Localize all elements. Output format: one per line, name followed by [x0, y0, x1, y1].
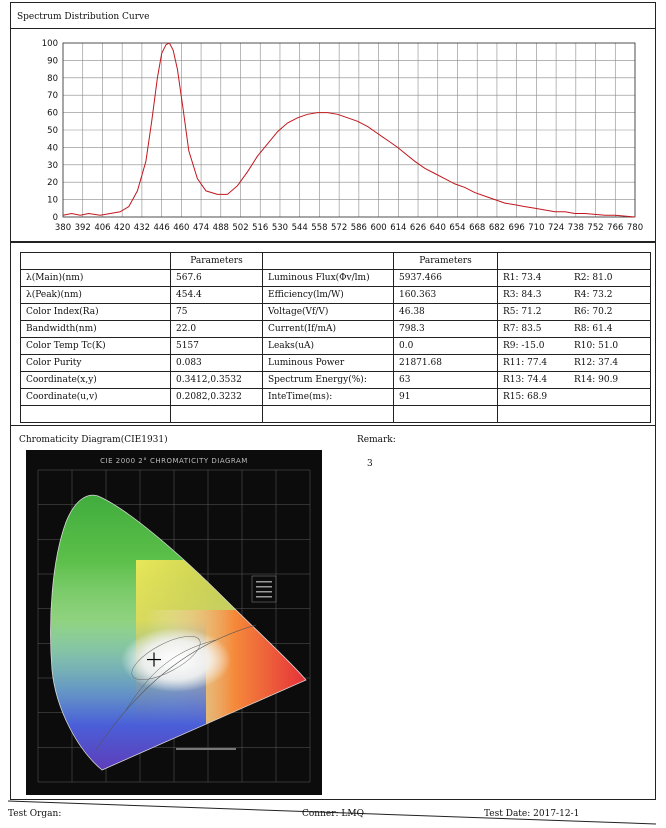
parameters-row	[21, 355, 651, 372]
rendering-index-value: R15: 68.9	[503, 392, 548, 402]
rendering-index-value: R6: 70.2	[574, 307, 613, 317]
x-tick-label: 614	[390, 223, 407, 233]
rendering-index-value: R4: 73.2	[574, 290, 613, 300]
x-tick-label: 696	[508, 223, 525, 233]
empty-cell	[171, 406, 263, 423]
rendering-index-value: R7: 83.5	[503, 324, 542, 334]
spectrum-chart	[11, 29, 655, 241]
x-tick-label: 710	[528, 223, 545, 233]
param-name: InteTime(ms):	[263, 389, 394, 406]
param-value: 0.0	[394, 338, 498, 355]
parameters-row	[21, 270, 651, 287]
header-cell	[498, 253, 651, 270]
x-tick-label: 406	[94, 223, 111, 233]
x-tick-label: 544	[291, 223, 308, 233]
param-name: Spectrum Energy(%):	[263, 372, 394, 389]
test-date-label: Test Date: 2017-12-1	[484, 809, 580, 819]
param-name: Luminous Flux(Φv/lm)	[263, 270, 394, 287]
x-tick-label: 752	[587, 223, 604, 233]
y-tick-label: 80	[47, 73, 58, 84]
param-value: 160.363	[394, 287, 498, 304]
param-value: 22.0	[171, 321, 263, 338]
param-value: 63	[394, 372, 498, 389]
parameters-table	[20, 252, 651, 423]
param-name: Color Index(Ra)	[21, 304, 171, 321]
parameters-header: Parameters	[394, 253, 498, 270]
y-tick-label: 100	[41, 39, 58, 49]
param-name: Efficiency(lm/W)	[263, 287, 394, 304]
empty-cell	[263, 406, 394, 423]
x-tick-label: 780	[626, 223, 644, 233]
x-tick-label: 724	[547, 223, 565, 233]
x-tick-label: 530	[271, 223, 289, 233]
header-cell	[21, 253, 171, 270]
rendering-index-cell	[498, 304, 651, 321]
x-tick-label: 766	[607, 223, 624, 233]
x-tick-label: 380	[54, 223, 72, 233]
rendering-index-value: R2: 81.0	[574, 273, 613, 283]
y-tick-label: 70	[47, 91, 58, 102]
param-name: Luminous Power	[263, 355, 394, 372]
y-tick-label: 90	[47, 56, 58, 67]
param-name: Current(If/mA)	[263, 321, 394, 338]
rendering-index-cell	[498, 338, 651, 355]
empty-cell	[21, 406, 171, 423]
y-tick-label: 40	[47, 143, 58, 154]
empty-cell	[498, 406, 651, 423]
parameters-empty-row	[21, 406, 651, 423]
empty-cell	[394, 406, 498, 423]
rendering-index-value: R14: 90.9	[574, 375, 619, 385]
remark-label: Remark:	[357, 435, 396, 445]
param-value: 0.2082,0.3232	[171, 389, 263, 406]
rendering-index-value: R9: -15.0	[503, 341, 545, 351]
param-name: Color Purity	[21, 355, 171, 372]
param-name: Leaks(uA)	[263, 338, 394, 355]
parameters-row	[21, 304, 651, 321]
rendering-index-cell	[498, 287, 651, 304]
footer	[0, 800, 666, 828]
conner-label: Conner: LMQ	[302, 809, 364, 819]
rendering-index-value: R13: 74.4	[503, 375, 548, 385]
spectrum-section	[11, 3, 655, 243]
param-name: Voltage(Vf/V)	[263, 304, 394, 321]
param-value: 0.3412,0.3532	[171, 372, 263, 389]
rendering-index-cell	[498, 355, 651, 372]
param-name: λ(Main)(nm)	[21, 270, 171, 287]
param-value: 21871.68	[394, 355, 498, 372]
rendering-index-value: R12: 37.4	[574, 358, 619, 368]
y-tick-label: 30	[47, 160, 58, 171]
rendering-index-value: R3: 84.3	[503, 290, 542, 300]
x-tick-label: 516	[252, 223, 269, 233]
param-name: Bandwidth(nm)	[21, 321, 171, 338]
rendering-index-value: R8: 61.4	[574, 324, 613, 334]
param-name: Color Temp Tc(K)	[21, 338, 171, 355]
x-tick-label: 392	[74, 223, 91, 233]
y-tick-label: 50	[47, 126, 58, 136]
x-tick-label: 558	[311, 223, 328, 233]
y-tick-label: 20	[47, 178, 58, 189]
rendering-index-value: R5: 71.2	[503, 307, 542, 317]
x-tick-label: 420	[114, 223, 131, 233]
param-value: 798.3	[394, 321, 498, 338]
x-tick-label: 446	[153, 223, 170, 233]
parameters-header-row	[21, 253, 651, 270]
param-name: Coordinate(x,y)	[21, 372, 171, 389]
param-value: 75	[171, 304, 263, 321]
parameters-row	[21, 321, 651, 338]
rendering-index-value: R1: 73.4	[503, 273, 542, 283]
parameters-row	[21, 389, 651, 406]
remark-value: 3	[367, 459, 373, 469]
rendering-index-value	[574, 392, 645, 402]
x-tick-label: 682	[488, 223, 506, 233]
x-tick-label: 668	[469, 223, 486, 233]
parameters-row	[21, 287, 651, 304]
y-tick-label: 60	[47, 108, 58, 119]
rendering-index-cell	[498, 389, 651, 406]
param-name: Coordinate(u,v)	[21, 389, 171, 406]
param-value: 91	[394, 389, 498, 406]
x-tick-label: 474	[192, 223, 210, 233]
x-tick-label: 572	[331, 223, 348, 233]
x-tick-label: 502	[232, 223, 249, 233]
y-tick-label: 0	[52, 213, 58, 223]
x-tick-label: 626	[409, 223, 427, 233]
param-value: 46.38	[394, 304, 498, 321]
parameters-section	[11, 244, 655, 426]
param-name: λ(Peak)(nm)	[21, 287, 171, 304]
rendering-index-value: R11: 77.4	[503, 358, 548, 368]
x-tick-label: 432	[133, 223, 151, 233]
rendering-index-value: R10: 51.0	[574, 341, 619, 351]
x-tick-label: 460	[173, 223, 190, 233]
x-tick-label: 600	[370, 223, 387, 233]
x-tick-label: 738	[567, 223, 584, 233]
chromaticity-title: Chromaticity Diagram(CIE1931)	[19, 435, 168, 445]
parameters-row	[21, 338, 651, 355]
x-tick-label: 640	[429, 223, 446, 233]
parameters-header: Parameters	[171, 253, 263, 270]
param-value: 5937.466	[394, 270, 498, 287]
test-organ-label: Test Organ:	[8, 809, 62, 819]
rendering-index-cell	[498, 372, 651, 389]
spectrum-title: Spectrum Distribution Curve	[17, 12, 150, 22]
rendering-index-cell	[498, 321, 651, 338]
parameters-row	[21, 372, 651, 389]
param-value: 454.4	[171, 287, 263, 304]
param-value: 567.6	[171, 270, 263, 287]
header-cell	[263, 253, 394, 270]
x-tick-label: 586	[350, 223, 367, 233]
y-tick-label: 10	[47, 195, 58, 206]
report-frame	[10, 2, 656, 800]
cie-diagram	[26, 450, 322, 795]
rendering-index-cell	[498, 270, 651, 287]
param-value: 0.083	[171, 355, 263, 372]
cie-diagram-header: CIE 2000 2° CHROMATICITY DIAGRAM	[100, 457, 248, 465]
x-tick-label: 488	[212, 223, 229, 233]
x-tick-label: 654	[449, 223, 466, 233]
param-value: 5157	[171, 338, 263, 355]
